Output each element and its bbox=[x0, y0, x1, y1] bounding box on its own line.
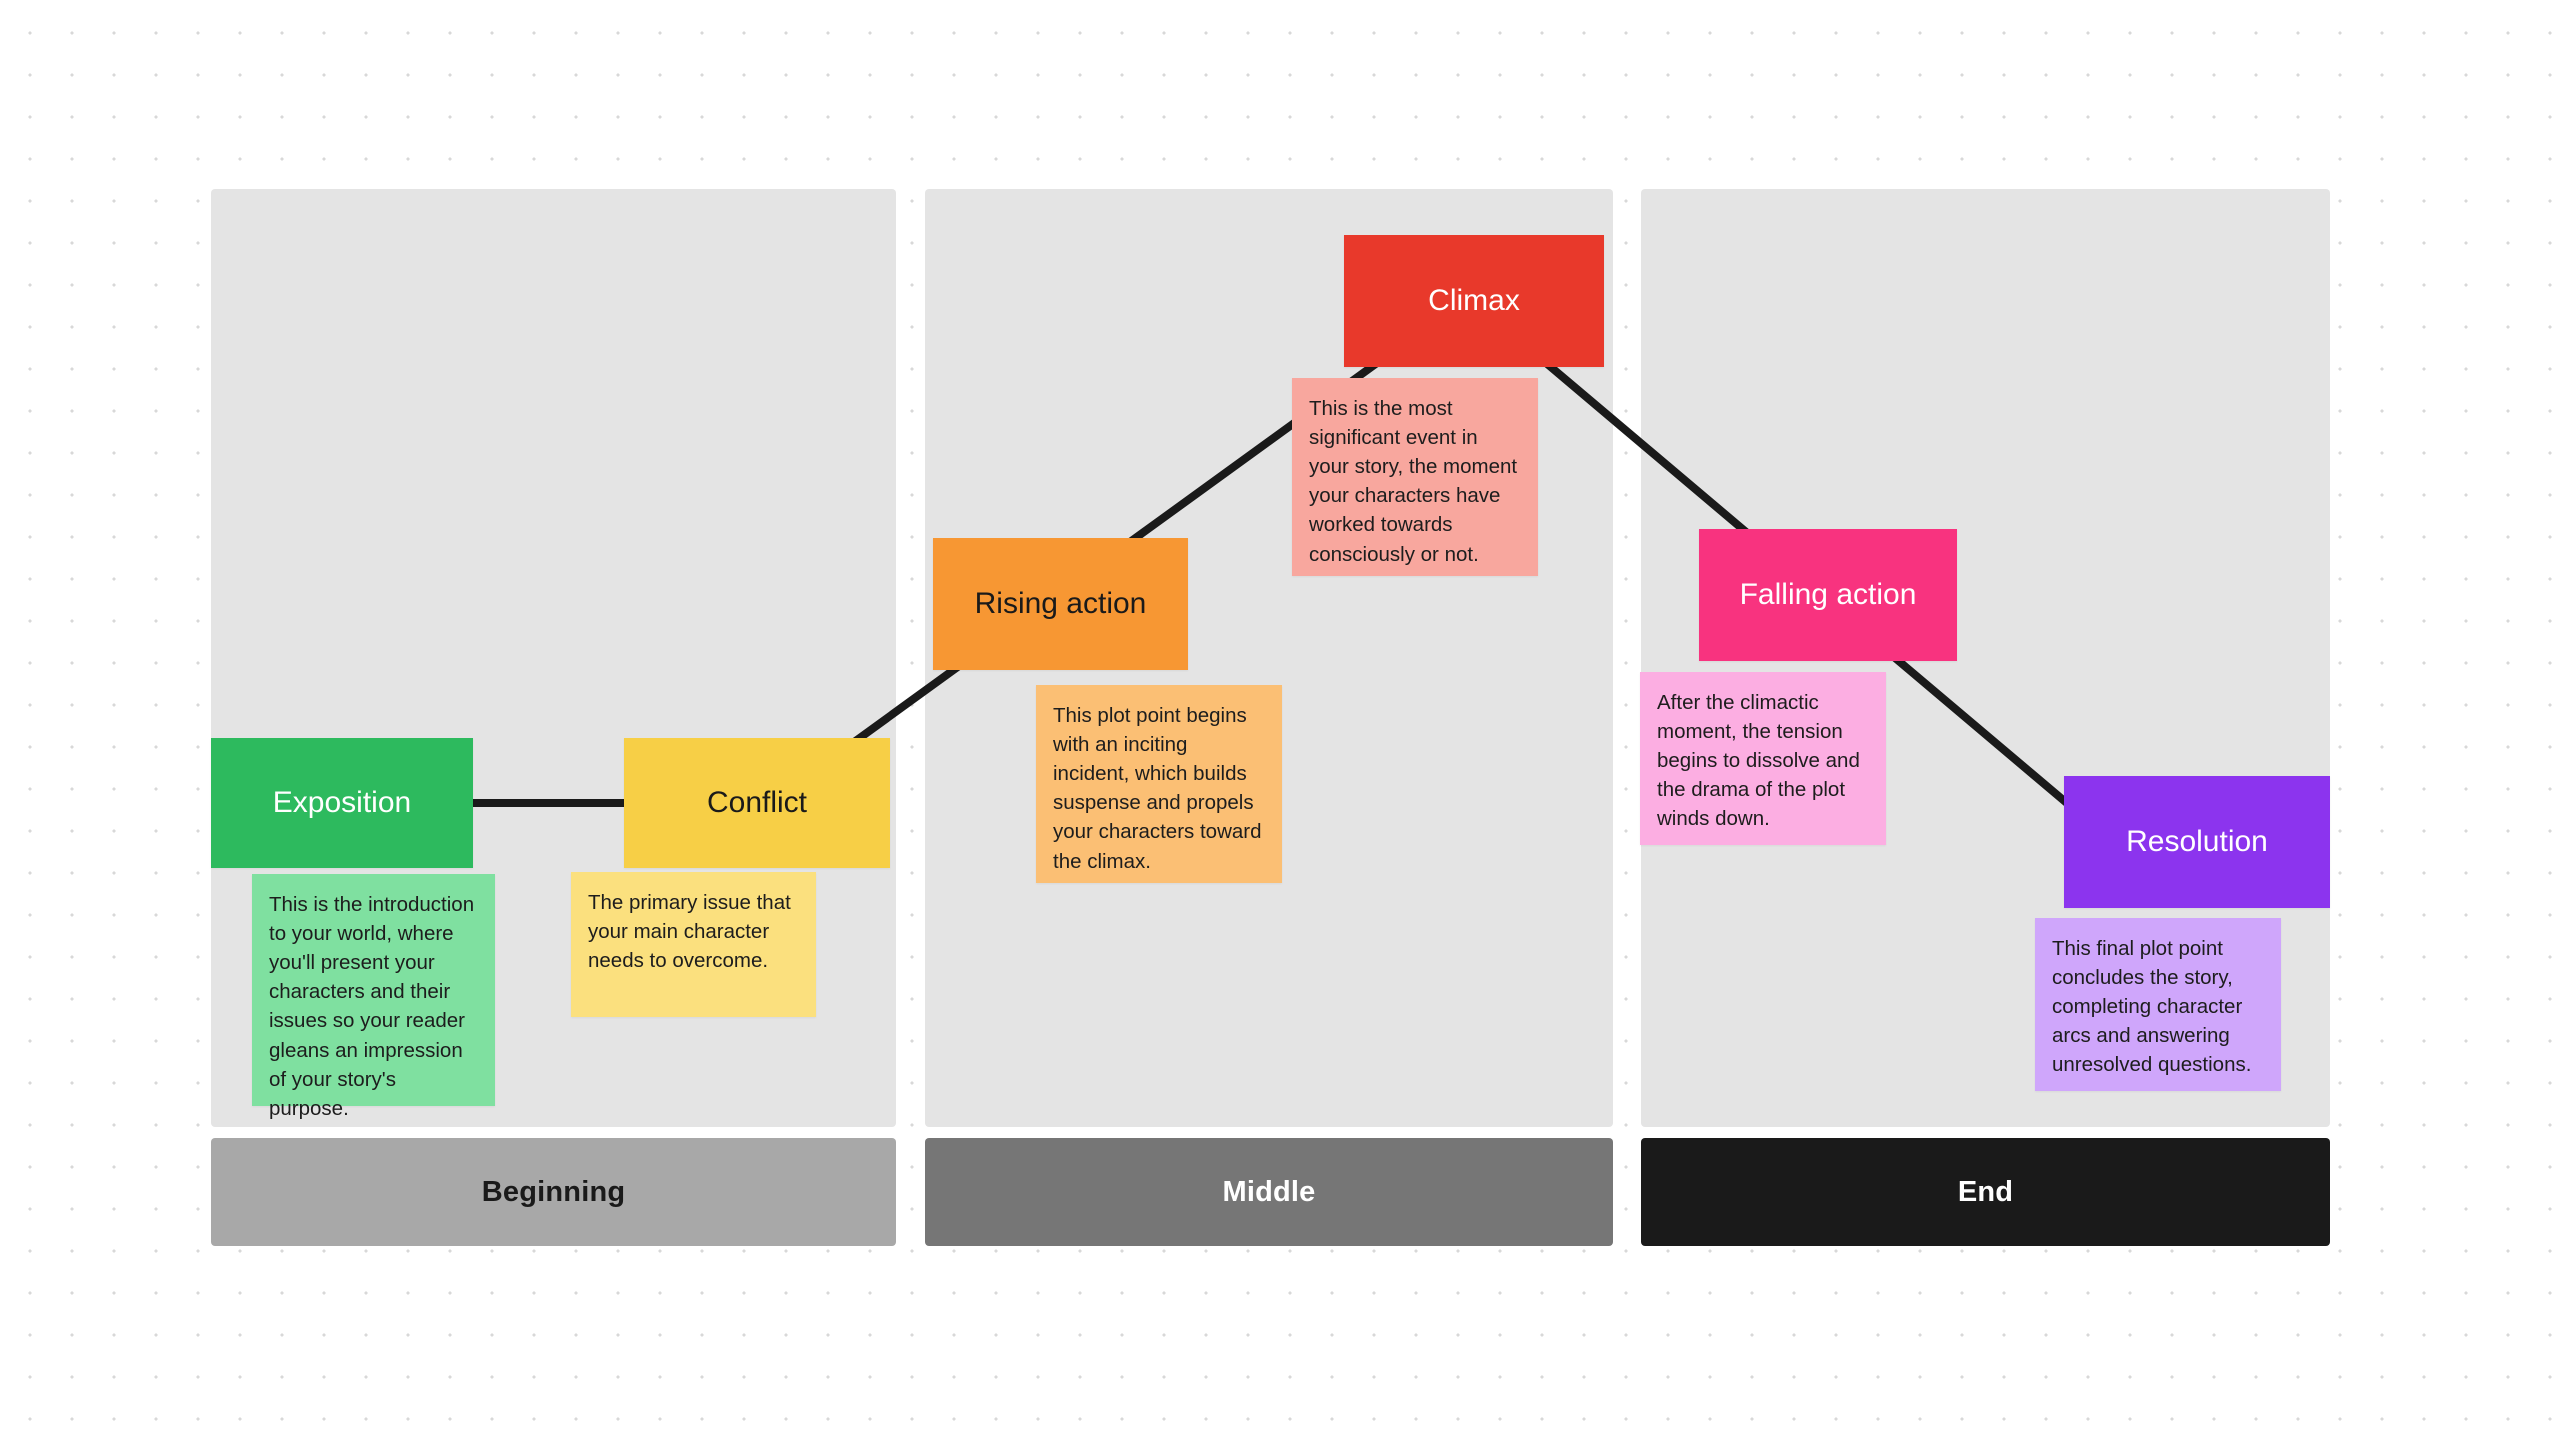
note-card-rising-action[interactable]: This plot point begins with an inciting incident, which builds suspense and propels your characters toward the climax. bbox=[1036, 685, 1282, 883]
stage-card-resolution[interactable]: Resolution bbox=[2064, 776, 2330, 908]
stage-card-rising-action[interactable]: Rising action bbox=[933, 538, 1188, 670]
section-label-end[interactable]: End bbox=[1641, 1138, 2330, 1246]
stage-card-exposition[interactable]: Exposition bbox=[211, 738, 473, 868]
stage-card-falling-action[interactable]: Falling action bbox=[1699, 529, 1957, 661]
note-card-falling-action[interactable]: After the climactic moment, the tension begins to dissolve and the drama of the plot winds down. bbox=[1640, 672, 1886, 845]
section-label-beginning[interactable]: Beginning bbox=[211, 1138, 896, 1246]
stage-card-conflict[interactable]: Conflict bbox=[624, 738, 890, 868]
note-card-climax[interactable]: This is the most significant event in your story, the moment your characters have worked towards consciously or not. bbox=[1292, 378, 1538, 576]
note-card-exposition[interactable]: This is the introduction to your world, where you'll present your characters and their issues so your reader gleans an impression of your story's purpose. bbox=[252, 874, 495, 1106]
note-card-resolution[interactable]: This final plot point concludes the story, completing character arcs and answering unresolved questions. bbox=[2035, 918, 2281, 1091]
note-card-conflict[interactable]: The primary issue that your main character needs to overcome. bbox=[571, 872, 816, 1017]
section-label-middle[interactable]: Middle bbox=[925, 1138, 1613, 1246]
stage-card-climax[interactable]: Climax bbox=[1344, 235, 1604, 367]
